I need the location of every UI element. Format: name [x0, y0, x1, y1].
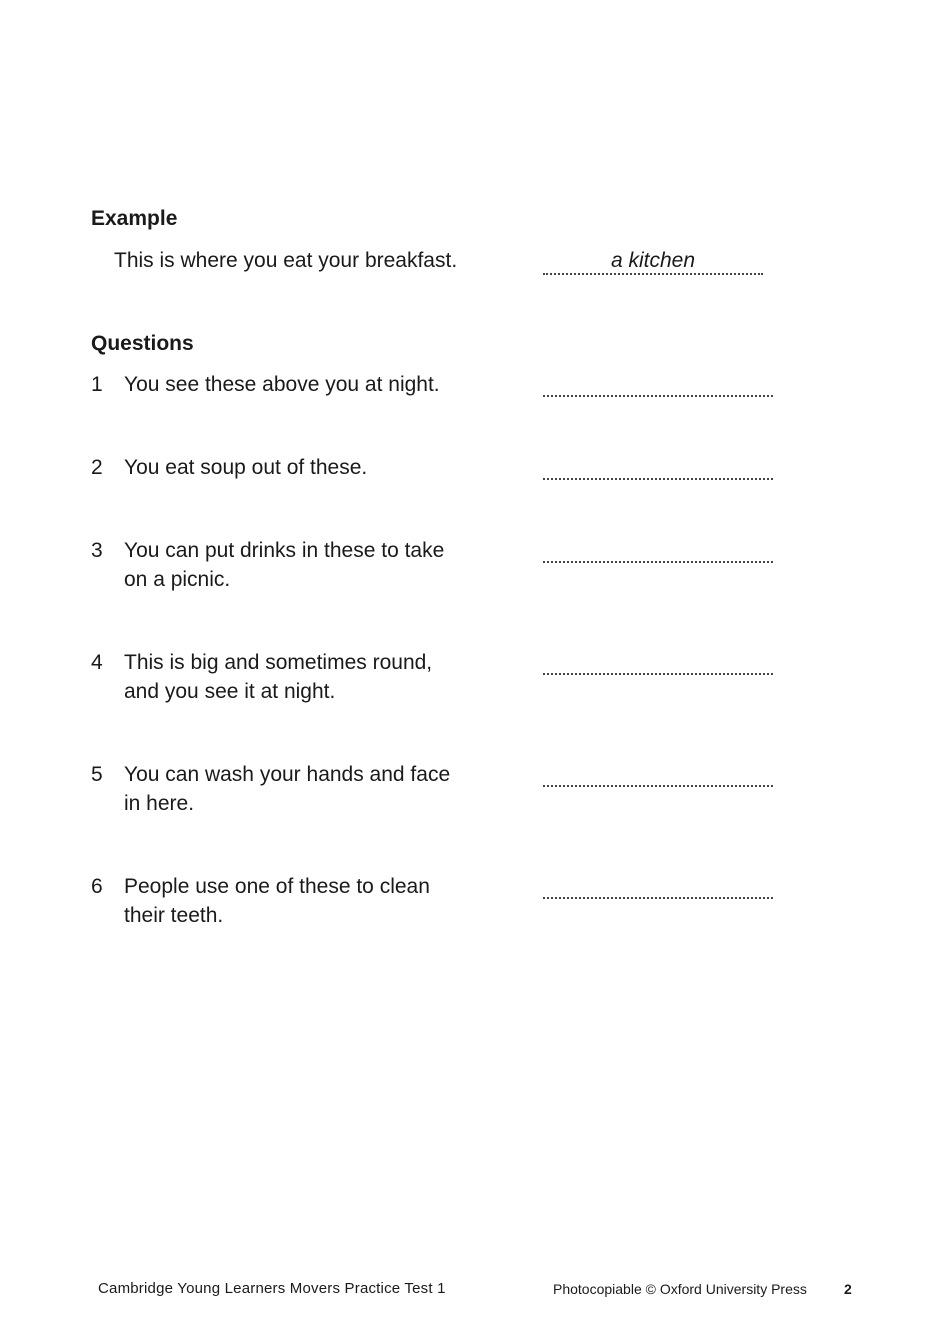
question-line-1: This is big and sometimes round,	[124, 651, 433, 674]
question-line-1: You see these above you at night.	[124, 373, 440, 396]
answer-line-1[interactable]	[543, 394, 773, 397]
question-text	[124, 648, 494, 706]
question-line-1: You can wash your hands and face	[124, 763, 451, 786]
question-line-1: People use one of these to clean	[124, 875, 430, 898]
answer-line-6[interactable]	[543, 896, 773, 899]
question-text	[124, 536, 494, 594]
question-number: 6	[91, 875, 103, 898]
question-line-2: in here.	[124, 792, 195, 815]
footer-copyright: Photocopiable © Oxford University Press	[553, 1281, 807, 1297]
example-heading: Example	[91, 207, 178, 230]
question-number: 2	[91, 456, 103, 479]
question-line-2: and you see it at night.	[124, 680, 336, 703]
question-number: 5	[91, 763, 103, 786]
question-line-2: on a picnic.	[124, 568, 231, 591]
footer-title: Cambridge Young Learners Movers Practice Test 1	[98, 1280, 446, 1297]
answer-line-3[interactable]	[543, 560, 773, 563]
question-number: 4	[91, 651, 103, 674]
question-line-1: You can put drinks in these to take	[124, 539, 445, 562]
question-number: 1	[91, 373, 103, 396]
example-answer: a kitchen	[543, 249, 763, 275]
question-text	[124, 760, 494, 818]
questions-heading: Questions	[91, 332, 194, 355]
answer-line-2[interactable]	[543, 477, 773, 480]
question-text	[124, 872, 494, 930]
answer-line-4[interactable]	[543, 672, 773, 675]
question-line-2: their teeth.	[124, 904, 224, 927]
page-number: 2	[844, 1281, 852, 1297]
question-number: 3	[91, 539, 103, 562]
question-text	[124, 370, 494, 399]
example-prompt: This is where you eat your breakfast.	[114, 249, 458, 272]
question-text	[124, 453, 494, 482]
answer-line-5[interactable]	[543, 784, 773, 787]
question-line-1: You eat soup out of these.	[124, 456, 368, 479]
